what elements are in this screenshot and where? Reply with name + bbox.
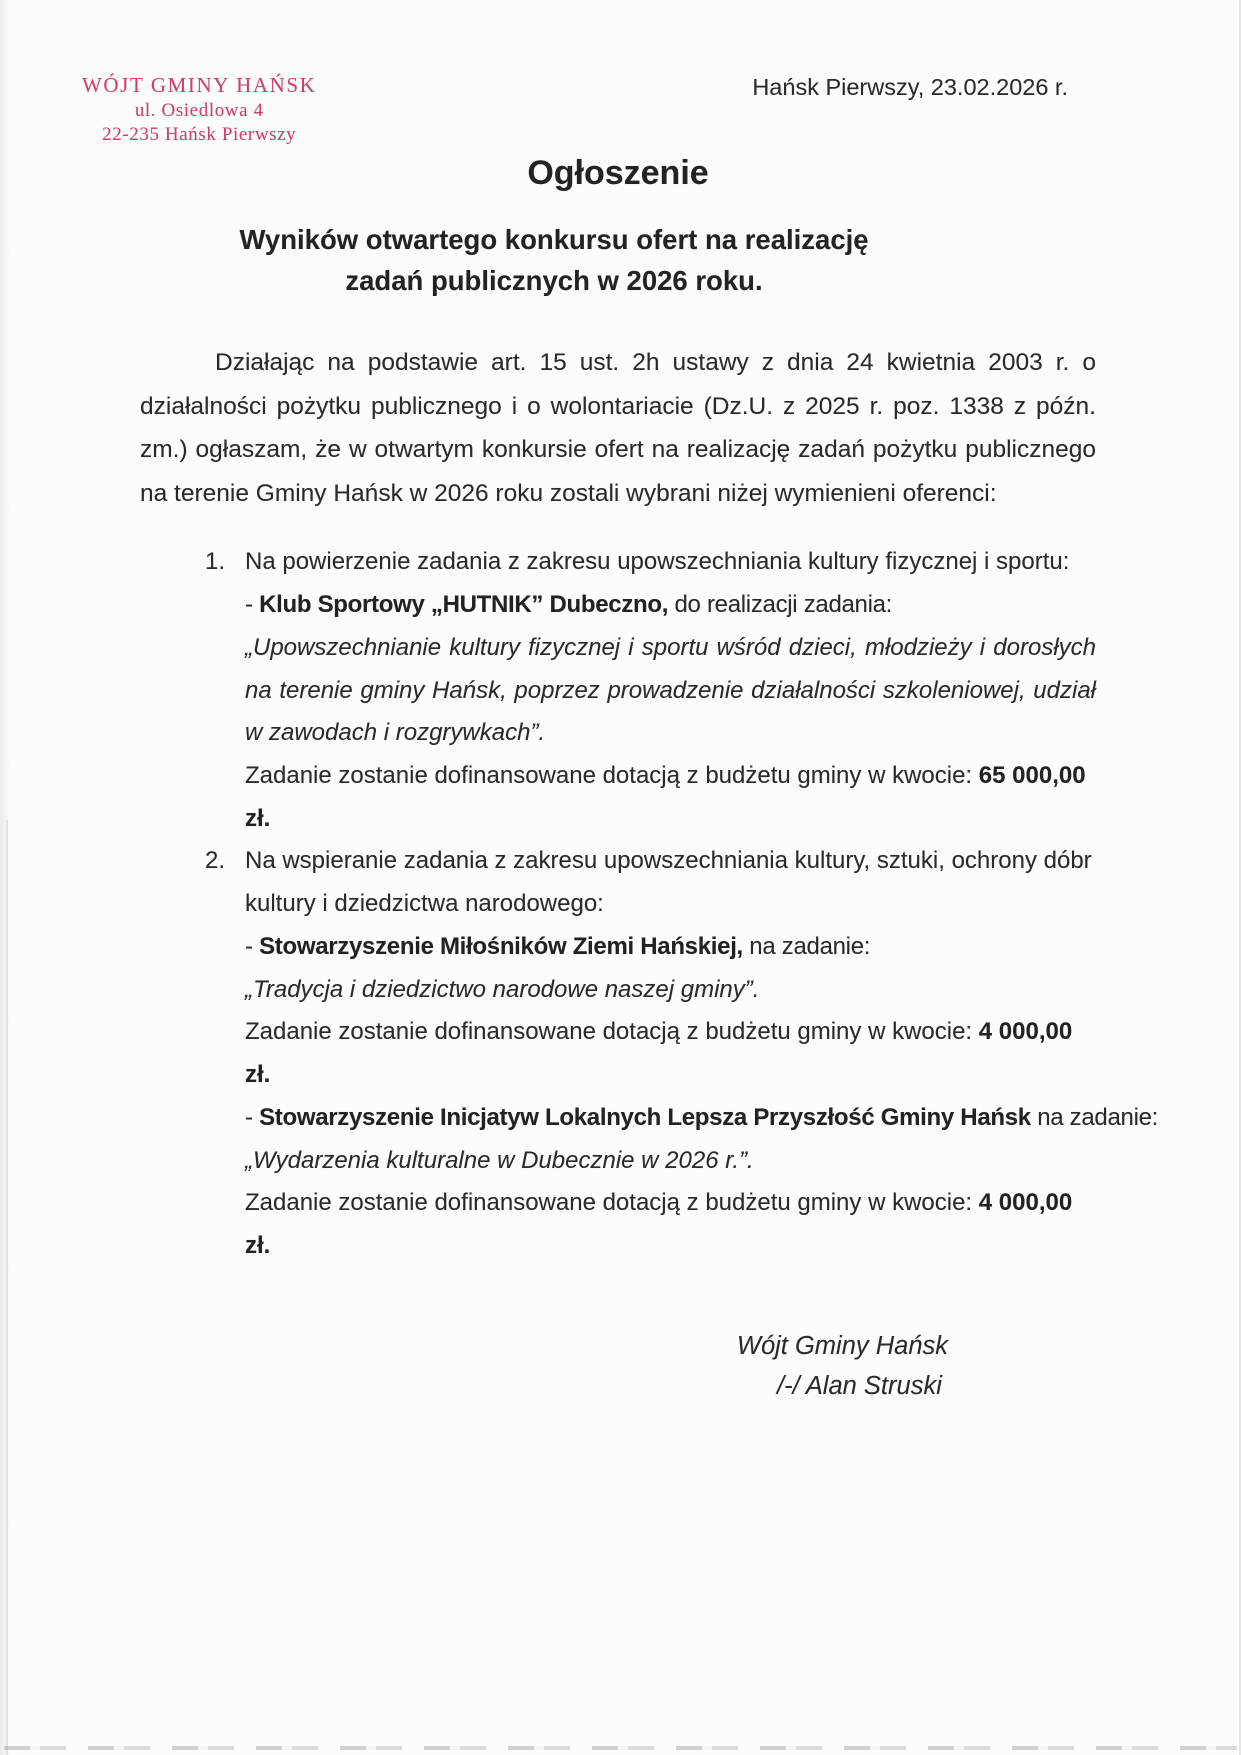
document-title: Ogłoszenie — [527, 153, 709, 192]
funding-line — [245, 755, 1096, 840]
organization-name: Klub Sportowy „HUTNIK” Dubeczno, — [259, 591, 669, 619]
sender-address-stamp — [82, 72, 316, 148]
list-item-2 — [140, 840, 1159, 1267]
list-item-2-body — [245, 840, 1159, 1267]
entry-dash: - — [245, 932, 253, 960]
organization-name: Stowarzyszenie Inicjatyw Lokalnych Lepsza Przyszłość Gminy Hańsk — [259, 1103, 1031, 1131]
funding-prefix: Zadanie zostanie dofinansowane dotacją z budżetu gminy w kwocie: — [245, 1189, 979, 1217]
document-header — [82, 72, 1096, 148]
stamp-office-name: WÓJT GMINY HAŃSK — [82, 73, 317, 97]
organization-name: Stowarzyszenie Miłośników Ziemi Hańskiej, — [259, 932, 743, 960]
award-entry-organization — [245, 1097, 1159, 1140]
list-item-1 — [140, 541, 1096, 840]
funding-line — [245, 1182, 1096, 1267]
signature-block — [737, 1326, 948, 1407]
award-entry — [245, 1097, 1159, 1268]
stamp-street-line: ul. Osiedlowa 4 — [134, 99, 264, 121]
list-item-2-heading: Na wspieranie zadania z zakresu upowszechniania kultury, sztuki, ochrony dóbr kultury i dziedzictwa narodowego: — [245, 847, 1092, 918]
stamp-city-line: 22-235 Hańsk Pierwszy — [102, 124, 297, 146]
funding-line — [245, 1011, 1096, 1096]
subtitle-line-2: zadań publicznych w 2026 roku. — [345, 264, 763, 296]
organization-rest: do realizacji zadania: — [668, 591, 893, 619]
list-item-1-body — [245, 541, 1096, 840]
funding-prefix: Zadanie zostanie dofinansowane dotacją z budżetu gminy w kwocie: — [245, 762, 979, 790]
funding-amount: 4 000,00 zł. — [245, 1018, 1073, 1089]
award-entry — [245, 926, 1096, 1097]
signature-role: Wójt Gminy Hańsk — [736, 1331, 948, 1360]
organization-rest: na zadanie: — [1030, 1103, 1159, 1131]
list-item-1-heading: Na powierzenie zadania z zakresu upowszechniania kultury fizycznej i sportu: — [245, 548, 1070, 576]
award-entry-organization — [245, 584, 1096, 627]
task-title-quote: „Upowszechnianie kultury fizycznej i sportu wśród dzieci, młodzieży i dorosłych na terenie gminy Hańsk, poprzez prowadzenie działalności szkoleniowej, udział w zawodach i rozgrywkach”. — [245, 633, 1096, 747]
signature-name: /-/ Alan Struski — [777, 1371, 942, 1400]
award-entry-organization — [245, 926, 1096, 969]
place-and-date-line: Hańsk Pierwszy, 23.02.2026 r. — [752, 74, 1068, 100]
list-item-1-number: 1. — [205, 548, 226, 576]
funding-prefix: Zadanie zostanie dofinansowane dotacją z budżetu gminy w kwocie: — [245, 1018, 979, 1046]
intro-paragraph: Działając na podstawie art. 15 ust. 2h ustawy z dnia 24 kwietnia 2003 r. o działalności pożytku publicznego i o wolontariacie (Dz.U. z 2025 r. poz. 1338 z późn. zm.) ogłaszam, że w otwartym konkursie ofert na realizację zadań pożytku publicznego na terenie Gminy Hańsk w 2026 roku zostali wybrani niżej wymienieni oferenci: — [140, 349, 1096, 507]
awards-list — [140, 541, 1159, 1267]
scan-bottom-edge-artifact — [4, 1746, 1237, 1750]
entry-dash: - — [245, 1103, 253, 1131]
funding-amount: 4 000,00 zł. — [245, 1189, 1073, 1259]
award-entry — [245, 584, 1096, 840]
document-subtitle — [76, 219, 1032, 302]
subtitle-line-1: Wyników otwartego konkursu ofert na realizację — [239, 223, 869, 255]
entry-dash: - — [245, 591, 253, 619]
list-item-2-number: 2. — [205, 847, 226, 875]
task-title-quote: „Wydarzenia kulturalne w Dubecznie w 2026 r.”. — [245, 1146, 754, 1174]
organization-rest: na zadanie: — [742, 932, 871, 960]
funding-amount: 65 000,00 zł. — [245, 762, 1086, 832]
task-title-quote: „Tradycja i dziedzictwo narodowe naszej gminy”. — [245, 975, 760, 1003]
